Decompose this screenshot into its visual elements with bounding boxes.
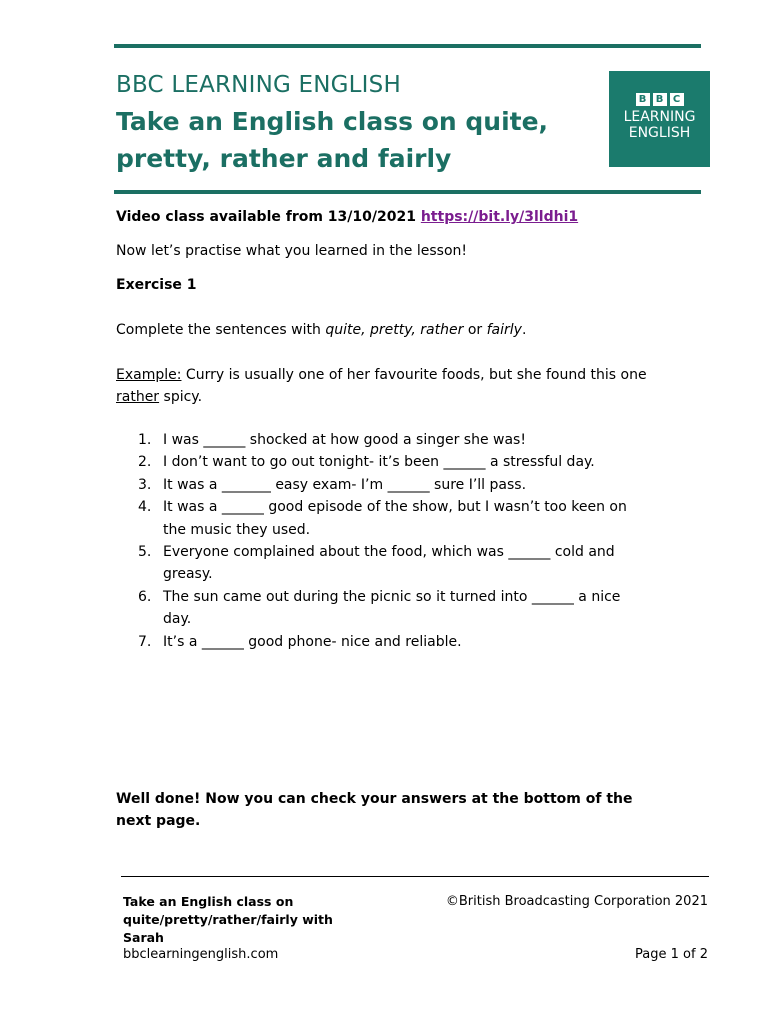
- brand-name: BBC LEARNING ENGLISH: [116, 72, 401, 98]
- instruction-or: or: [463, 322, 487, 338]
- exercise-list: [116, 429, 646, 653]
- example-sentence: [116, 364, 656, 408]
- header-top-rule: [114, 44, 701, 48]
- item-text: It was a ______ good episode of the show, but I wasn’t too keen on the music they used.: [163, 499, 627, 538]
- instruction-words: quite, pretty, rather: [325, 322, 464, 338]
- page-number: Page 1 of 2: [635, 947, 708, 962]
- instruction-last: fairly: [486, 322, 522, 338]
- list-item: [116, 541, 646, 586]
- page-title: Take an English class on quite, pretty, rather and fairly: [116, 107, 549, 173]
- instruction-end: .: [521, 322, 527, 338]
- footer-copyright: ©British Broadcasting Corporation 2021: [445, 894, 708, 909]
- footer-site: bbclearningenglish.com: [123, 947, 279, 962]
- header-bottom-rule: [114, 190, 701, 194]
- example-text: Curry is usually one of her favourite foods, but she found this one: [181, 367, 647, 383]
- item-text: Everyone complained about the food, which was ______ cold and greasy.: [163, 544, 615, 583]
- logo-letter: C: [670, 93, 684, 106]
- logo-letter: B: [653, 93, 667, 106]
- example-answer: rather: [116, 389, 160, 405]
- item-text: I was ______ shocked at how good a singer she was!: [163, 432, 526, 448]
- item-text: The sun came out during the picnic so it turned into ______ a nice day.: [163, 588, 621, 628]
- exercise-instruction: [116, 319, 526, 341]
- item-number: 1.: [138, 432, 152, 448]
- item-number: 3.: [138, 476, 152, 493]
- well-done-message: Well done! Now you can check your answers at the bottom of the next page.: [116, 791, 633, 829]
- list-item: [116, 586, 646, 631]
- list-item: [116, 631, 646, 653]
- list-item: [116, 496, 646, 541]
- exercise-heading: Exercise 1: [116, 277, 197, 293]
- item-number: 7.: [138, 633, 152, 650]
- logo-line-2: ENGLISH: [628, 125, 691, 141]
- intro-text: Now let’s practise what you learned in the lesson!: [116, 243, 467, 259]
- example-label: Example:: [116, 367, 182, 383]
- item-text: It was a _______ easy exam- I’m ______ sure I’ll pass.: [163, 476, 527, 493]
- item-text: I don’t want to go out tonight- it’s been ______ a stressful day.: [163, 454, 595, 471]
- item-text: It’s a ______ good phone- nice and reliable.: [163, 633, 462, 650]
- list-item: [116, 429, 646, 451]
- logo-letter: B: [636, 93, 650, 106]
- instruction-prefix: Complete the sentences with: [116, 322, 326, 338]
- list-item: [116, 451, 646, 473]
- logo-line-1: LEARNING: [623, 109, 696, 125]
- logo-text: [609, 109, 710, 141]
- bbc-learning-english-logo: [609, 71, 710, 167]
- video-link[interactable]: https://bit.ly/3lldhi1: [420, 209, 579, 225]
- item-number: 4.: [138, 499, 152, 516]
- video-label: Video class available from 13/10/2021: [116, 209, 416, 225]
- footer-title: Take an English class on quite/pretty/rather/fairly with Sarah: [123, 894, 333, 945]
- footer-rule: [121, 876, 709, 877]
- item-number: 2.: [138, 454, 152, 471]
- item-number: 5.: [138, 544, 152, 561]
- bbc-blocks: [609, 93, 710, 106]
- video-availability: [116, 206, 578, 228]
- example-end: spicy.: [159, 389, 203, 405]
- list-item: [116, 474, 646, 496]
- item-number: 6.: [138, 588, 152, 605]
